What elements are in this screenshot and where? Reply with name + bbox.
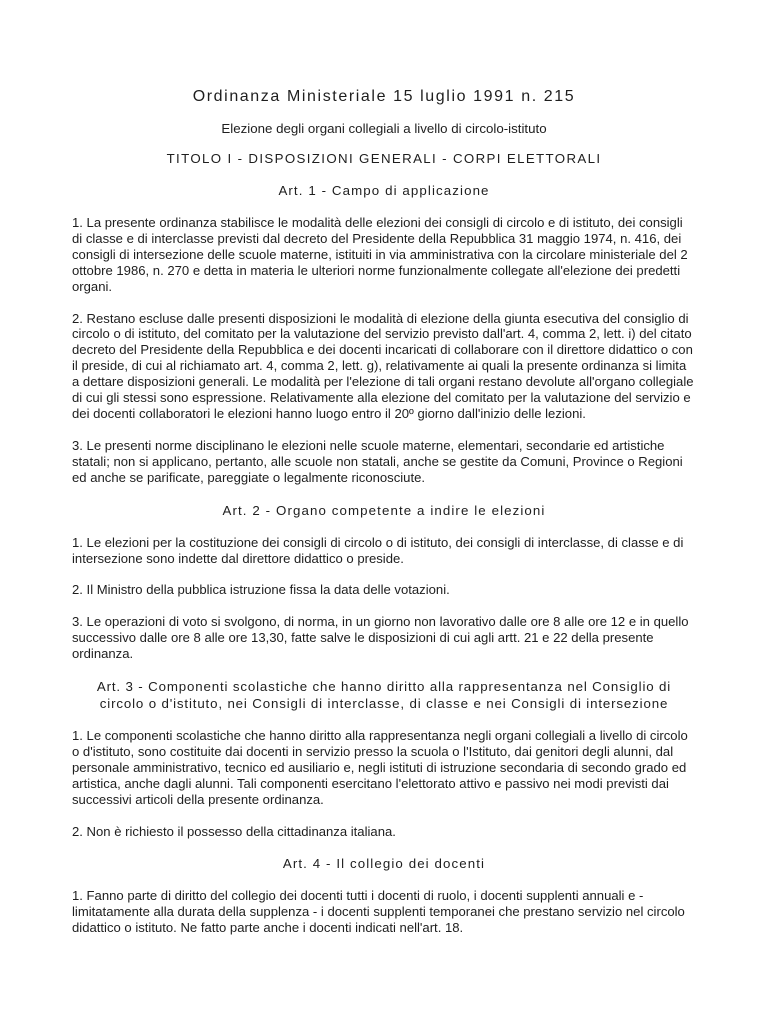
- article-3: [72, 678, 696, 839]
- paragraph: 1. Le componenti scolastiche che hanno diritto alla rappresentanza negli organi collegiali a livello di circolo o d'istituto, sono costituite dai docenti in servizio presso la scuola o l'Istituto, dai genitori degli alunni, dal personale amministrativo, tecnico ed ausiliario e, negli istituti di istruzione secondaria di secondo grado ed artistica, anche dagli alunni. Tali componenti esercitano l'elettorato attivo e passivo nei modi previsti dai successivi articoli della presente ordinanza.: [72, 728, 688, 807]
- article-1: [72, 182, 696, 486]
- article-title: Art. 2 - Organo competente a indire le elezioni: [222, 502, 546, 518]
- paragraph: 2. Restano escluse dalle presenti disposizioni le modalità di elezione della giunta esecutiva del consiglio di circolo o di istituto, del comitato per la valutazione del servizio previsto dall'art. 4, comma 2, lett. i) del citato decreto del Presidente della Repubblica e dei docenti incaricati di collaborare con il direttore didattico o con il preside, di cui al richiamato art. 4, comma 2, lett. g), relativamente ai quali la presente ordinanza si limita a dettare disposizioni generali. Le modalità per l'elezione di tali organi restano devolute all'organo collegiale di cui gli stessi sono espressione. Relativamente alla elezione del comitato per la valutazione del servizio e dei docenti collaboratori le elezioni hanno luogo entro il 20º giorno dall'inizio delle lezioni.: [72, 310, 694, 421]
- section-title: TITOLO I - DISPOSIZIONI GENERALI - CORPI ELETTORALI: [166, 151, 602, 166]
- article-2: [72, 502, 696, 662]
- article-title: [72, 678, 696, 712]
- paragraph: 3. Le operazioni di voto si svolgono, di norma, in un giorno non lavorativo dalle ore 8 alle ore 12 e in quello successivo dalle ore 8 alle ore 13,30, fatte salve le disposizioni di cui agli artt. 21 e 22 della presente ordinanza.: [72, 614, 689, 662]
- paragraph: 1. La presente ordinanza stabilisce le modalità delle elezioni dei consigli di circolo e di istituto, dei consigli di classe e di interclasse previsti dal decreto del Presidente della Repubblica 31 maggio 1974, n. 416, dei consigli di intersezione delle scuole materne, istituiti in via amministrativa con la circolare ministeriale del 2 ottobre 1986, n. 270 e detta in materia le ulteriori norme funzionalmente collegate all'elezione dei predetti organi.: [72, 215, 688, 294]
- document-subtitle: Elezione degli organi collegiali a livello di circolo-istituto: [221, 121, 547, 136]
- article-4: [72, 855, 696, 936]
- paragraph: 2. Non è richiesto il possesso della cittadinanza italiana.: [72, 823, 396, 839]
- article-title: Art. 4 - Il collegio dei docenti: [282, 856, 486, 872]
- article-title-line: Art. 3 - Componenti scolastiche che hanno diritto alla rappresentanza nel Consiglio di: [96, 679, 672, 695]
- paragraph: 3. Le presenti norme disciplinano le elezioni nelle scuole materne, elementari, secondarie ed artistiche statali; non si applicano, pertanto, alle scuole non statali, anche se gestite da Comuni, Province o Regioni ed anche se parificate, pareggiate o legalmente riconosciute.: [72, 437, 683, 485]
- article-title-line: circolo o d'istituto, nei Consigli di interclasse, di classe e nei Consigli di intersezione: [99, 696, 669, 712]
- paragraph: 1. Fanno parte di diritto del collegio dei docenti tutti i docenti di ruolo, i docenti supplenti annuali e - limitatamente alla durata della supplenza - i docenti supplenti temporanei che prestano servizio nel circolo didattico o istituto. Ne fatto parte anche i docenti indicati nell'art. 18.: [72, 888, 685, 936]
- article-title: Art. 1 - Campo di applicazione: [278, 183, 490, 198]
- document-title: Ordinanza Ministeriale 15 luglio 1991 n. 215: [192, 88, 576, 105]
- paragraph: 1. Le elezioni per la costituzione dei consigli di circolo o di istituto, dei consigli di interclasse, di classe e di intersezione sono indette dal direttore didattico o preside.: [72, 534, 684, 566]
- paragraph: 2. Il Ministro della pubblica istruzione fissa la data delle votazioni.: [72, 582, 450, 598]
